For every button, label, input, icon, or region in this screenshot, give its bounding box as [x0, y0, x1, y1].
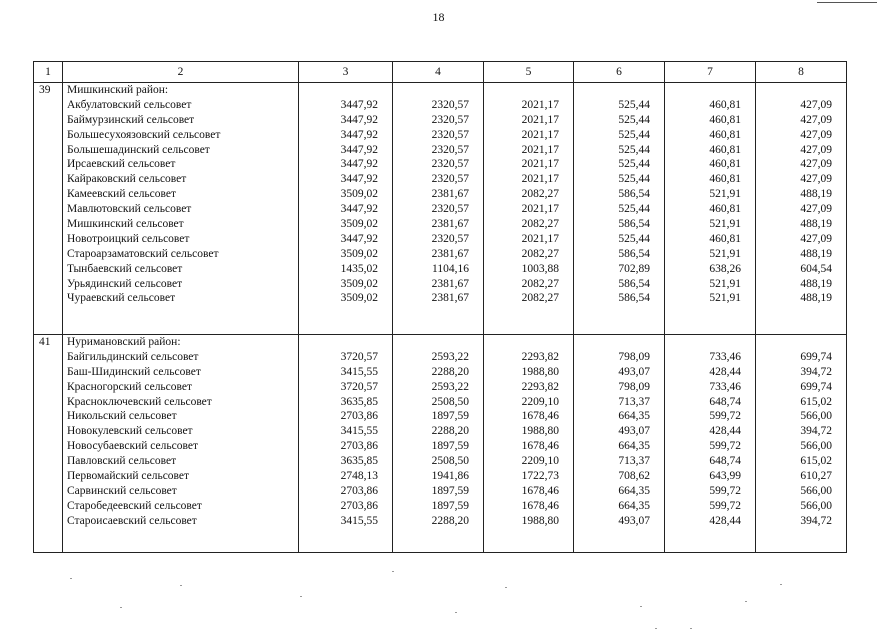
scan-edge-line — [817, 2, 877, 3]
value-cell: 1941,86 — [431, 470, 469, 483]
value-cell: 699,74 — [800, 380, 832, 393]
value-cell: 3509,02 — [340, 277, 378, 290]
value-cell: 493,07 — [618, 365, 650, 378]
settlement-name: Старобедеевский сельсовет — [67, 499, 202, 512]
value-cell: 1104,16 — [432, 262, 469, 275]
value-cell: 525,44 — [618, 143, 650, 156]
settlement-name: Чураевский сельсовет — [67, 292, 176, 305]
spacer-line — [487, 83, 559, 98]
value-cell: 2021,17 — [521, 158, 559, 171]
value-cell: 525,44 — [618, 113, 650, 126]
spacer-line — [396, 335, 469, 350]
settlement-name: Байгильдинский сельсовет — [67, 350, 199, 363]
value-cell: 428,44 — [709, 514, 741, 527]
value-cell: 664,35 — [618, 484, 650, 497]
value-cell: 2593,22 — [431, 380, 469, 393]
value-cell: 1003,88 — [521, 262, 559, 275]
value-cell: 2593,22 — [431, 350, 469, 363]
value-cell: 2209,10 — [521, 455, 559, 468]
value-cell: 427,09 — [800, 98, 832, 111]
value-cell: 3447,92 — [340, 98, 378, 111]
column-header: 4 — [393, 62, 484, 83]
value-cell: 3447,92 — [340, 158, 378, 171]
value-cell: 733,46 — [709, 350, 741, 363]
value-cell: 3635,85 — [340, 455, 378, 468]
value-cell: 3509,02 — [340, 247, 378, 260]
value-cell: 2021,17 — [521, 143, 559, 156]
settlement-name: Большесухоязовский сельсовет — [67, 128, 221, 141]
value-cell: 2320,57 — [431, 173, 469, 186]
settlement-name: Красногорский сельсовет — [67, 380, 193, 393]
value-cell: 2381,67 — [431, 292, 469, 305]
value-cell: 648,74 — [709, 395, 741, 408]
value-cell: 638,26 — [709, 262, 741, 275]
spacer-line — [577, 83, 650, 98]
scan-speck — [455, 612, 457, 613]
value-cell: 648,74 — [709, 455, 741, 468]
spacer-line — [577, 335, 650, 350]
value-cell: 2288,20 — [431, 514, 469, 527]
value-cell: 2021,17 — [521, 173, 559, 186]
scan-speck — [392, 571, 394, 572]
header-row — [34, 62, 847, 83]
value-cell: 2381,67 — [431, 188, 469, 201]
district-name: Нуримановский район: — [67, 336, 181, 348]
value-cell: 428,44 — [709, 365, 741, 378]
column-header: 6 — [574, 62, 665, 83]
value-cell: 2082,27 — [521, 218, 559, 231]
value-cell: 525,44 — [618, 173, 650, 186]
value-cell: 610,27 — [800, 470, 832, 483]
value-cell: 664,35 — [618, 410, 650, 423]
scan-speck — [780, 584, 782, 585]
value-cell: 586,54 — [618, 247, 650, 260]
value-column-5 — [484, 83, 574, 335]
value-cell: 2021,17 — [521, 203, 559, 216]
value-cell: 488,19 — [800, 188, 832, 201]
value-cell: 2381,67 — [431, 247, 469, 260]
settlement-name: Новокулевский сельсовет — [67, 425, 193, 438]
value-cell: 493,07 — [618, 425, 650, 438]
value-cell: 2209,10 — [521, 395, 559, 408]
scan-speck — [180, 585, 182, 586]
value-cell: 2703,86 — [340, 484, 378, 497]
value-cell: 2703,86 — [340, 499, 378, 512]
value-cell: 2288,20 — [431, 365, 469, 378]
value-cell: 2508,50 — [431, 395, 469, 408]
section-index-text: 41 — [39, 336, 51, 348]
value-cell: 3415,55 — [340, 425, 378, 438]
settlement-name: Большешадинский сельсовет — [67, 143, 210, 156]
value-cell: 1678,46 — [521, 440, 559, 453]
value-cell: 525,44 — [618, 128, 650, 141]
value-cell: 488,19 — [800, 218, 832, 231]
value-cell: 427,09 — [800, 113, 832, 126]
value-cell: 2082,27 — [521, 247, 559, 260]
value-cell: 1678,46 — [521, 484, 559, 497]
value-cell: 566,00 — [800, 440, 832, 453]
value-cell: 615,02 — [800, 455, 832, 468]
value-column-8 — [756, 83, 847, 335]
value-cell: 3447,92 — [340, 232, 378, 245]
value-cell: 488,19 — [800, 277, 832, 290]
value-cell: 2748,13 — [340, 470, 378, 483]
spacer-line — [759, 83, 832, 98]
value-cell: 1678,46 — [521, 410, 559, 423]
value-column-4 — [393, 83, 484, 335]
settlement-name: Красноключевский сельсовет — [67, 395, 212, 408]
scan-speck — [70, 578, 72, 579]
value-cell: 599,72 — [709, 410, 741, 423]
value-cell: 604,54 — [800, 262, 832, 275]
value-cell: 3415,55 — [340, 514, 378, 527]
value-cell: 615,02 — [800, 395, 832, 408]
column-header: 2 — [63, 62, 299, 83]
value-cell: 521,91 — [709, 188, 741, 201]
value-cell: 566,00 — [800, 410, 832, 423]
value-cell: 3447,92 — [340, 173, 378, 186]
value-cell: 2381,67 — [431, 218, 469, 231]
value-cell: 2703,86 — [340, 440, 378, 453]
value-cell: 713,37 — [618, 395, 650, 408]
spacer-line — [396, 83, 469, 98]
column-header: 5 — [484, 62, 574, 83]
value-cell: 394,72 — [800, 514, 832, 527]
value-cell: 427,09 — [800, 173, 832, 186]
value-cell: 713,37 — [618, 455, 650, 468]
value-cell: 525,44 — [618, 98, 650, 111]
value-cell: 733,46 — [709, 380, 741, 393]
value-cell: 2703,86 — [340, 410, 378, 423]
spacer-line — [668, 335, 741, 350]
value-cell: 2293,82 — [521, 380, 559, 393]
value-cell: 2320,57 — [431, 128, 469, 141]
value-column-7 — [665, 335, 756, 553]
settlement-name: Староисаевский сельсовет — [67, 514, 197, 527]
settlement-name: Павловский сельсовет — [67, 455, 177, 468]
value-cell: 1897,59 — [431, 484, 469, 497]
value-cell: 2320,57 — [431, 143, 469, 156]
value-cell: 3447,92 — [340, 128, 378, 141]
scan-speck — [505, 587, 507, 588]
settlement-name: Новотроицкий сельсовет — [67, 232, 190, 245]
value-column-7 — [665, 83, 756, 335]
value-cell: 3509,02 — [340, 292, 378, 305]
value-cell: 586,54 — [618, 188, 650, 201]
value-cell: 3447,92 — [340, 143, 378, 156]
settlement-name: Ирсаевский сельсовет — [67, 158, 176, 171]
settlement-name: Никольский сельсовет — [67, 410, 177, 423]
value-cell: 521,91 — [709, 292, 741, 305]
value-cell: 488,19 — [800, 247, 832, 260]
value-column-3 — [299, 335, 393, 553]
settlement-name: Староарзаматовский сельсовет — [67, 247, 219, 260]
value-column-8 — [756, 335, 847, 553]
column-header: 1 — [34, 62, 63, 83]
value-cell: 2320,57 — [431, 98, 469, 111]
settlement-name: Камеевский сельсовет — [67, 188, 177, 201]
value-cell: 2320,57 — [431, 203, 469, 216]
value-cell: 3509,02 — [340, 218, 378, 231]
settlement-name: Сарвинский сельсовет — [67, 484, 177, 497]
value-cell: 427,09 — [800, 143, 832, 156]
page-number: 18 — [432, 10, 445, 24]
value-cell: 2082,27 — [521, 277, 559, 290]
settlement-name: Урьядинский сельсовет — [67, 277, 183, 290]
value-cell: 708,62 — [618, 470, 650, 483]
value-cell: 1897,59 — [431, 499, 469, 512]
value-column-5 — [484, 335, 574, 553]
value-cell: 460,81 — [709, 173, 741, 186]
scan-speck — [120, 607, 122, 608]
value-cell: 566,00 — [800, 484, 832, 497]
value-cell: 586,54 — [618, 292, 650, 305]
value-cell: 798,09 — [618, 380, 650, 393]
value-cell: 664,35 — [618, 440, 650, 453]
value-cell: 586,54 — [618, 218, 650, 231]
value-cell: 1897,59 — [431, 440, 469, 453]
settlement-name: Мишкинский сельсовет — [67, 218, 184, 231]
settlement-name: Новосубаевский сельсовет — [67, 440, 198, 453]
column-header: 3 — [299, 62, 393, 83]
value-cell: 460,81 — [709, 98, 741, 111]
value-cell: 427,09 — [800, 203, 832, 216]
value-cell: 525,44 — [618, 158, 650, 171]
value-cell: 1897,59 — [431, 410, 469, 423]
value-cell: 2082,27 — [521, 292, 559, 305]
district-section — [34, 335, 847, 553]
value-cell: 1678,46 — [521, 499, 559, 512]
value-cell: 2320,57 — [431, 232, 469, 245]
value-cell: 427,09 — [800, 158, 832, 171]
scan-speck — [640, 606, 642, 607]
value-cell: 599,72 — [709, 440, 741, 453]
value-column-6 — [574, 83, 665, 335]
value-cell: 699,74 — [800, 350, 832, 363]
value-cell: 488,19 — [800, 292, 832, 305]
value-cell: 1722,73 — [521, 470, 559, 483]
value-column-4 — [393, 335, 484, 553]
section-index-text: 39 — [39, 84, 51, 96]
value-cell: 427,09 — [800, 128, 832, 141]
value-cell: 566,00 — [800, 499, 832, 512]
value-cell: 1435,02 — [340, 262, 378, 275]
scan-speck — [655, 628, 657, 629]
settlement-name: Тынбаевский сельсовет — [67, 262, 183, 275]
section-index — [34, 335, 63, 553]
value-cell: 2320,57 — [431, 113, 469, 126]
scan-speck — [745, 601, 747, 602]
settlement-name: Кайраковский сельсовет — [67, 173, 187, 186]
value-cell: 2320,57 — [431, 158, 469, 171]
value-cell: 521,91 — [709, 218, 741, 231]
value-cell: 2288,20 — [431, 425, 469, 438]
value-cell: 599,72 — [709, 499, 741, 512]
value-cell: 3415,55 — [340, 365, 378, 378]
scan-speck — [300, 596, 302, 597]
value-cell: 427,09 — [800, 232, 832, 245]
spacer-line — [302, 83, 378, 98]
data-table — [33, 61, 847, 553]
value-cell: 3509,02 — [340, 188, 378, 201]
names-cell — [63, 83, 299, 335]
column-header: 7 — [665, 62, 756, 83]
value-cell: 394,72 — [800, 425, 832, 438]
value-cell: 460,81 — [709, 158, 741, 171]
value-cell: 394,72 — [800, 365, 832, 378]
district-name: Мишкинский район: — [67, 84, 169, 96]
value-cell: 2021,17 — [521, 113, 559, 126]
value-cell: 2508,50 — [431, 455, 469, 468]
value-cell: 428,44 — [709, 425, 741, 438]
value-cell: 3720,57 — [340, 380, 378, 393]
settlement-name: Акбулатовский сельсовет — [67, 98, 192, 111]
value-cell: 3447,92 — [340, 203, 378, 216]
value-cell: 525,44 — [618, 203, 650, 216]
value-cell: 586,54 — [618, 277, 650, 290]
value-cell: 521,91 — [709, 277, 741, 290]
value-cell: 643,99 — [709, 470, 741, 483]
value-cell: 2021,17 — [521, 232, 559, 245]
value-cell: 460,81 — [709, 203, 741, 216]
value-column-3 — [299, 83, 393, 335]
settlement-name: Мавлютовский сельсовет — [67, 203, 192, 216]
spacer-line — [302, 335, 378, 350]
value-cell: 702,89 — [618, 262, 650, 275]
value-cell: 3635,85 — [340, 395, 378, 408]
value-cell: 3720,57 — [340, 350, 378, 363]
names-cell — [63, 335, 299, 553]
value-cell: 2381,67 — [431, 277, 469, 290]
value-cell: 1988,80 — [521, 365, 559, 378]
district-section — [34, 83, 847, 335]
value-cell: 2293,82 — [521, 350, 559, 363]
value-cell: 1988,80 — [521, 514, 559, 527]
value-cell: 599,72 — [709, 484, 741, 497]
value-cell: 2021,17 — [521, 98, 559, 111]
value-cell: 798,09 — [618, 350, 650, 363]
value-cell: 3447,92 — [340, 113, 378, 126]
value-cell: 460,81 — [709, 232, 741, 245]
scan-speck — [690, 628, 692, 629]
settlement-name: Первомайский сельсовет — [67, 470, 190, 483]
value-cell: 493,07 — [618, 514, 650, 527]
value-column-6 — [574, 335, 665, 553]
value-cell: 2021,17 — [521, 128, 559, 141]
section-index — [34, 83, 63, 335]
settlement-name: Баймурзинский сельсовет — [67, 113, 195, 126]
value-cell: 521,91 — [709, 247, 741, 260]
table-body — [34, 83, 847, 553]
value-cell: 1988,80 — [521, 425, 559, 438]
value-cell: 460,81 — [709, 113, 741, 126]
column-header: 8 — [756, 62, 847, 83]
spacer-line — [487, 335, 559, 350]
value-cell: 525,44 — [618, 232, 650, 245]
value-cell: 2082,27 — [521, 188, 559, 201]
value-cell: 664,35 — [618, 499, 650, 512]
spacer-line — [759, 335, 832, 350]
settlement-name: Баш-Шидинский сельсовет — [67, 365, 201, 378]
value-cell: 460,81 — [709, 143, 741, 156]
value-cell: 460,81 — [709, 128, 741, 141]
spacer-line — [668, 83, 741, 98]
